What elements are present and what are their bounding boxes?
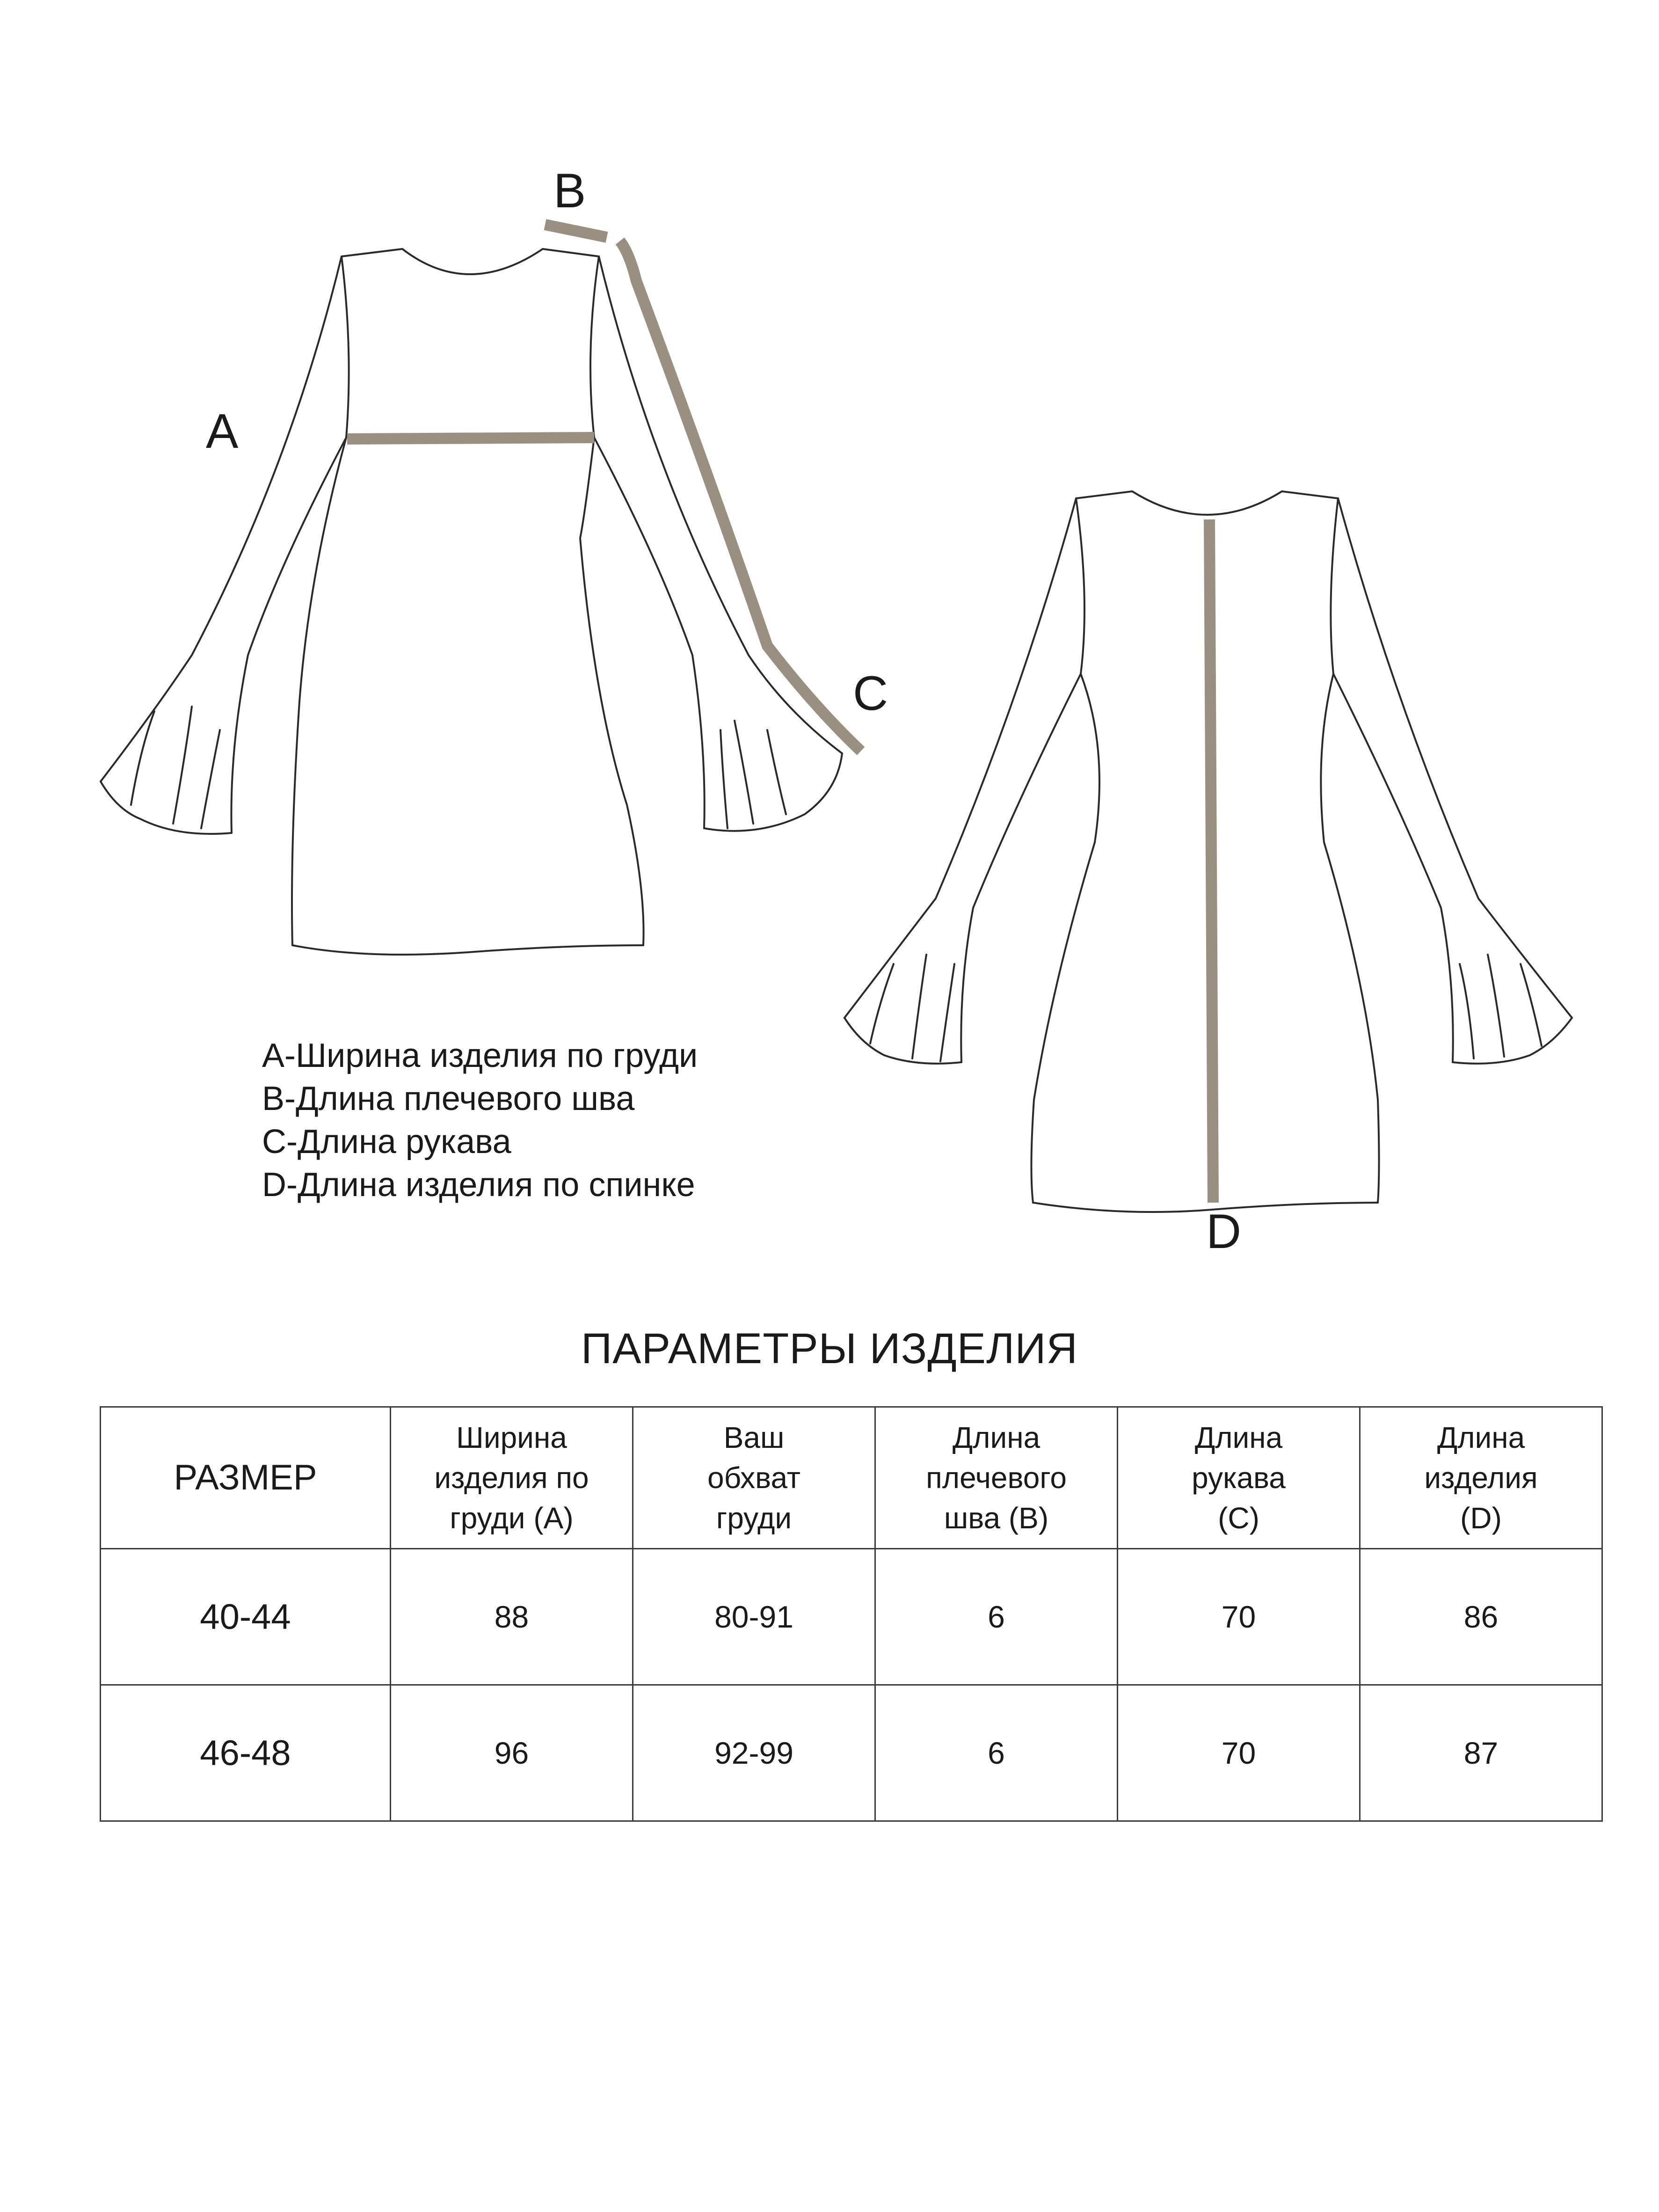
size-table — [100, 1406, 1603, 1822]
cell-size: 46-48 — [101, 1685, 391, 1821]
front-measure-lines — [347, 225, 861, 751]
cell-garment-length: 87 — [1360, 1685, 1602, 1821]
table-row — [101, 1549, 1602, 1685]
marker-a: A — [206, 404, 239, 459]
cell-chest-width: 96 — [391, 1685, 633, 1821]
back-measure-line — [1209, 519, 1213, 1203]
params-title: ПАРАМЕТРЫ ИЗДЕЛИЯ — [581, 1325, 1078, 1372]
table-header-row — [101, 1407, 1602, 1549]
cell-size: 40-44 — [101, 1549, 391, 1685]
marker-c: C — [853, 666, 888, 721]
header-chest-width: Ширина изделия по груди (А) — [391, 1407, 633, 1549]
legend-item-c: C-Длина рукава — [262, 1123, 511, 1161]
legend-item-d: D-Длина изделия по спинке — [262, 1166, 695, 1204]
table-row — [101, 1685, 1602, 1821]
header-sleeve-length: Длина рукава (С) — [1118, 1407, 1360, 1549]
marker-b: B — [553, 164, 586, 218]
cell-shoulder-length: 6 — [875, 1685, 1118, 1821]
header-shoulder-length: Длина плечевого шва (В) — [875, 1407, 1118, 1549]
cell-shoulder-length: 6 — [875, 1549, 1118, 1685]
cell-chest-width: 88 — [391, 1549, 633, 1685]
legend-item-b: B-Длина плечевого шва — [262, 1080, 635, 1117]
cell-your-chest: 92-99 — [633, 1685, 875, 1821]
measurement-legend — [262, 1034, 698, 1206]
cell-sleeve-length: 70 — [1118, 1549, 1360, 1685]
header-size: РАЗМЕР — [101, 1407, 391, 1549]
marker-d: D — [1206, 1205, 1242, 1259]
header-garment-length: Длина изделия (D) — [1360, 1407, 1602, 1549]
header-your-chest: Ваш обхват груди — [633, 1407, 875, 1549]
legend-item-a: A-Ширина изделия по груди — [262, 1037, 698, 1074]
cell-your-chest: 80-91 — [633, 1549, 875, 1685]
cell-sleeve-length: 70 — [1118, 1685, 1360, 1821]
dress-front-sketch — [101, 249, 842, 955]
cell-garment-length: 86 — [1360, 1549, 1602, 1685]
